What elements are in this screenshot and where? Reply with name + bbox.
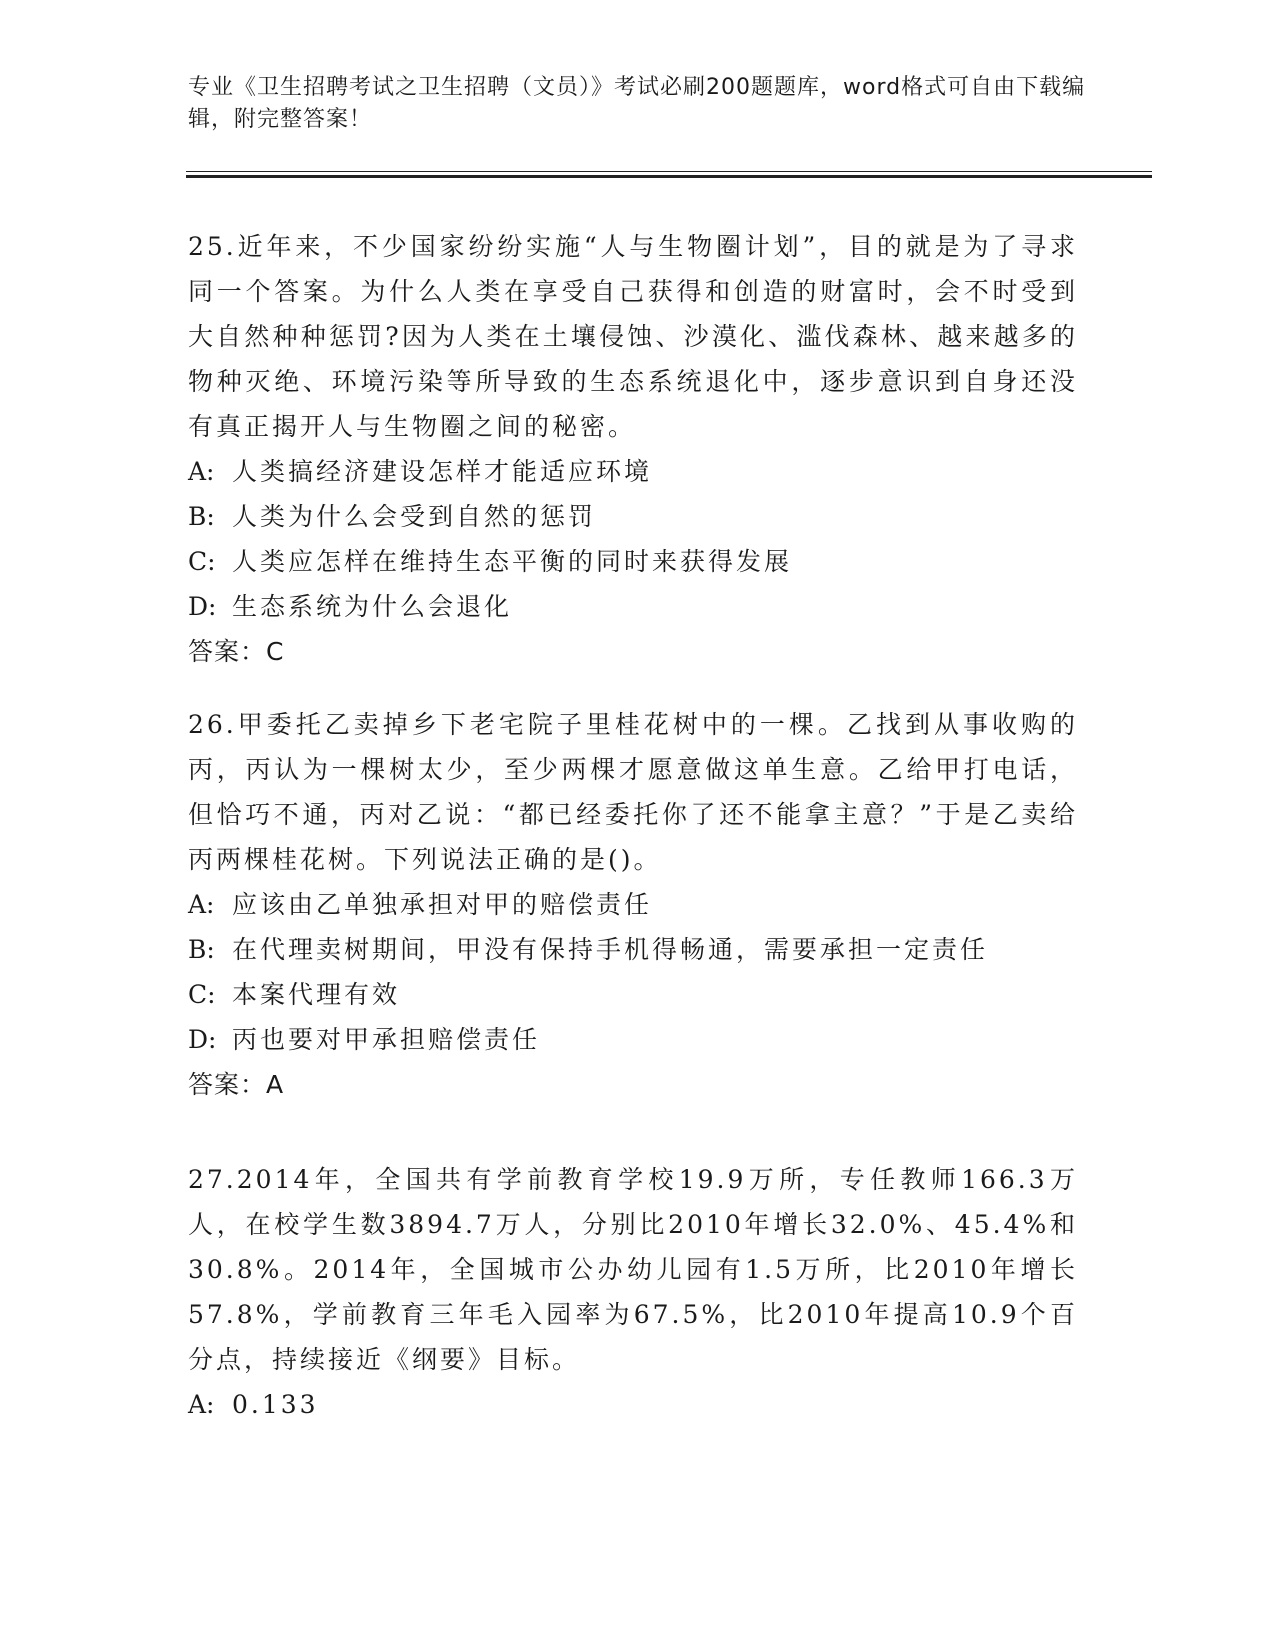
option-a bbox=[188, 1382, 1078, 1427]
option-letter: C: bbox=[188, 547, 216, 576]
answer-text: 答案：A bbox=[188, 1070, 285, 1099]
document-header-description: 专业《卫生招聘考试之卫生招聘（文员）》考试必刷200题题库，word格式可自由下载编辑，附完整答案！ bbox=[188, 75, 1086, 132]
option-letter: D: bbox=[188, 592, 217, 621]
question-stem: 25.近年来，不少国家纷纷实施“人与生物圈计划”，目的就是为了寻求同一个答案。为什么人类在享受自己获得和创造的财富时，会不时受到大自然种种惩罚?因为人类在土壤侵蚀、沙漠化、滥伐森林、越来越多的物种灭绝、环境污染等所导致的生态系统退化中，逐步意识到自身还没有真正揭开人与生物圈之间的秘密。 bbox=[188, 232, 1078, 441]
option-letter: A: bbox=[188, 457, 215, 486]
option-letter: B: bbox=[188, 502, 215, 531]
option-letter: C: bbox=[188, 980, 216, 1009]
option-a bbox=[188, 449, 1078, 494]
option-text: 丙也要对甲承担赔偿责任 bbox=[232, 1025, 541, 1054]
option-letter: B: bbox=[188, 935, 215, 964]
option-text: 0.133 bbox=[232, 1390, 319, 1419]
option-letter: A: bbox=[188, 1390, 215, 1419]
option-c bbox=[188, 972, 1078, 1017]
option-d bbox=[188, 584, 1078, 629]
option-text: 应该由乙单独承担对甲的赔偿责任 bbox=[232, 890, 653, 919]
option-b bbox=[188, 494, 1078, 539]
header-divider-thin bbox=[186, 171, 1152, 172]
question-27 bbox=[188, 1157, 1078, 1427]
option-text: 人类搞经济建设怎样才能适应环境 bbox=[232, 457, 653, 486]
option-text: 本案代理有效 bbox=[232, 980, 401, 1009]
header-divider-thick bbox=[186, 175, 1152, 178]
question-25 bbox=[188, 224, 1078, 674]
option-d bbox=[188, 1017, 1078, 1062]
answer-text: 答案：C bbox=[188, 637, 285, 666]
question-26 bbox=[188, 702, 1078, 1107]
question-stem: 26.甲委托乙卖掉乡下老宅院子里桂花树中的一棵。乙找到从事收购的丙，丙认为一棵树太少，至少两棵才愿意做这单生意。乙给甲打电话，但恰巧不通，丙对乙说：“都已经委托你了还不能拿主意？”于是乙卖给丙两棵桂花树。下列说法正确的是()。 bbox=[188, 710, 1078, 874]
option-text: 在代理卖树期间，甲没有保持手机得畅通，需要承担一定责任 bbox=[232, 935, 989, 964]
option-text: 人类为什么会受到自然的惩罚 bbox=[232, 502, 597, 531]
question-stem: 27.2014年，全国共有学前教育学校19.9万所，专任教师166.3万人，在校学生数3894.7万人，分别比2010年增长32.0%、45.4%和30.8%。2014年，全国城市公办幼儿园有1.5万所，比2010年增长57.8%，学前教育三年毛入园率为67.5%，比2010年提高10.9个百分点，持续接近《纲要》目标。 bbox=[188, 1165, 1078, 1374]
option-text: 人类应怎样在维持生态平衡的同时来获得发展 bbox=[232, 547, 793, 576]
option-c bbox=[188, 539, 1078, 584]
option-b bbox=[188, 927, 1078, 972]
option-text: 生态系统为什么会退化 bbox=[232, 592, 513, 621]
option-a bbox=[188, 882, 1078, 927]
option-letter: A: bbox=[188, 890, 215, 919]
option-letter: D: bbox=[188, 1025, 217, 1054]
